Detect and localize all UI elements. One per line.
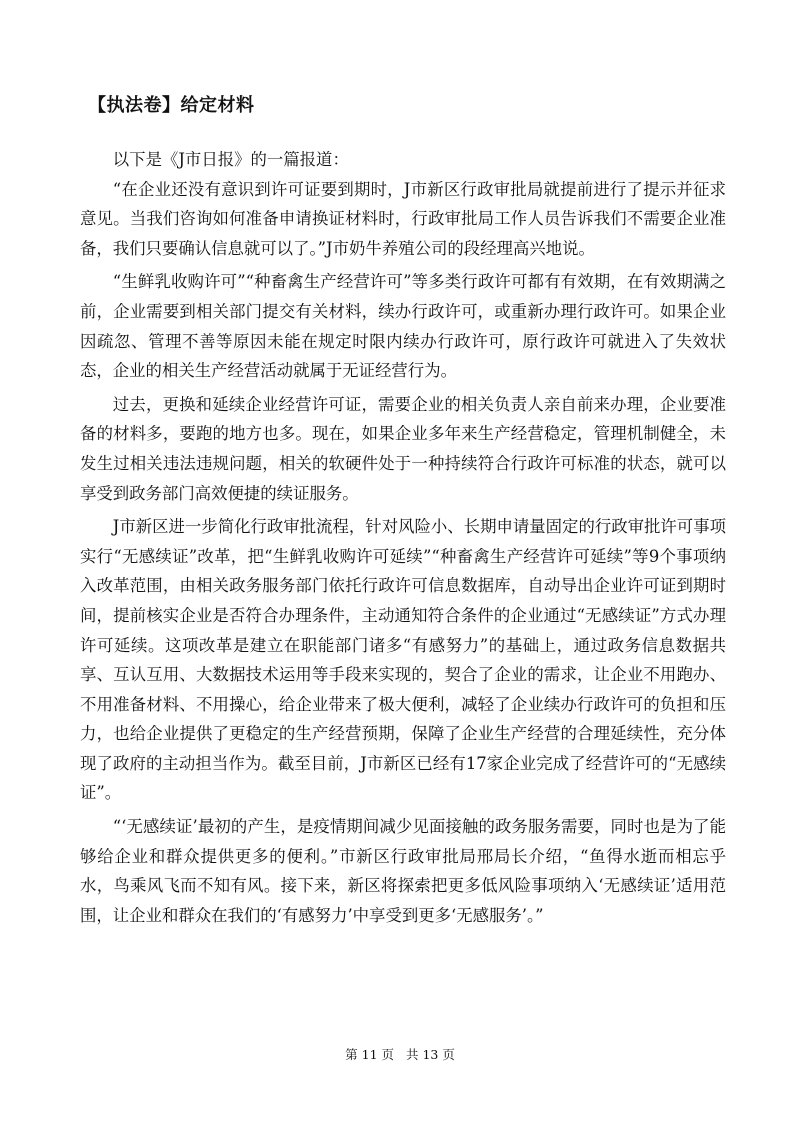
page-number: 第 11 页 <box>345 1047 394 1062</box>
section-heading: 【执法卷】给定材料 <box>88 95 255 116</box>
body-paragraph-3: 过去，更换和延续企业经营许可证，需要企业的相关负责人亲自前来办理，企业要准备的材料多，要跑的地方也多。现在，如果企业多年来生产经营稳定，管理机制健全，未发生过相关违法违规问题，相关的软硬件处于一种持续符合行政许可标准的状态，就可以享受到政务部门高效便捷的续证服务。 <box>80 394 726 503</box>
intro-paragraph: 以下是《J市日报》的一篇报道： <box>112 150 349 169</box>
body-paragraph-4: J市新区进一步简化行政审批流程，针对风险小、长期申请量固定的行政审批许可事项实行“无感续证”改革，把“生鲜乳收购许可延续”“种畜禽生产经营许可延续”等9个事项纳入改革范围，由相关政务服务部门依托行政许可信息数据库，自动导出企业许可证到期时间，提前核实企业是否符合办理条件，主动通知符合条件的企业通过“无感续证”方式办理许可延续。这项改革是建立在职能部门诸多“有感努力”的基础上，通过政务信息数据共享、互认互用、大数据技术运用等手段来实现的，契合了企业的需求，让企业不用跑办、不用准备材料、不用操心，给企业带来了极大便利，减轻了企业续办行政许可的负担和压力，也给企业提供了更稳定的生产经营预期，保障了企业生产经营的合理延续性，充分体现了政府的主动担当作为。截至目前，J市新区已经有17家企业完成了经营许可的“无感续证”。 <box>80 517 726 803</box>
page-footer <box>0 1046 800 1064</box>
page-total: 共 13 页 <box>405 1047 455 1062</box>
body-paragraph-5: “‘无感续证’最初的产生，是疫情期间减少见面接触的政务服务需要，同时也是为了能够给企业和群众提供更多的便利。”市新区行政审批局邢局长介绍，“鱼得水逝而相忘乎水，鸟乘风飞而不知有风。接下来，新区将探索把更多低风险事项纳入‘无感续证’适用范围，让企业和群众在我们的‘有感努力’中享受到更多‘无感服务’。” <box>80 817 726 925</box>
body-paragraph-2: “生鲜乳收购许可”“种畜禽生产经营许可”等多类行政许可都有有效期，在有效期满之前，企业需要到相关部门提交有关材料，续办行政许可，或重新办理行政许可。如果企业因疏忽、管理不善等原因未能在规定时限内续办行政许可，原行政许可就进入了失效状态，企业的相关生产经营活动就属于无证经营行为。 <box>80 272 726 381</box>
article-body <box>80 145 726 934</box>
body-paragraph-1: “在企业还没有意识到许可证要到期时，J市新区行政审批局就提前进行了提示并征求意见。当我们咨询如何准备申请换证材料时，行政审批局工作人员告诉我们不需要企业准备，我们只要确认信息就可以了。”J市奶牛养殖公司的段经理高兴地说。 <box>80 179 726 258</box>
